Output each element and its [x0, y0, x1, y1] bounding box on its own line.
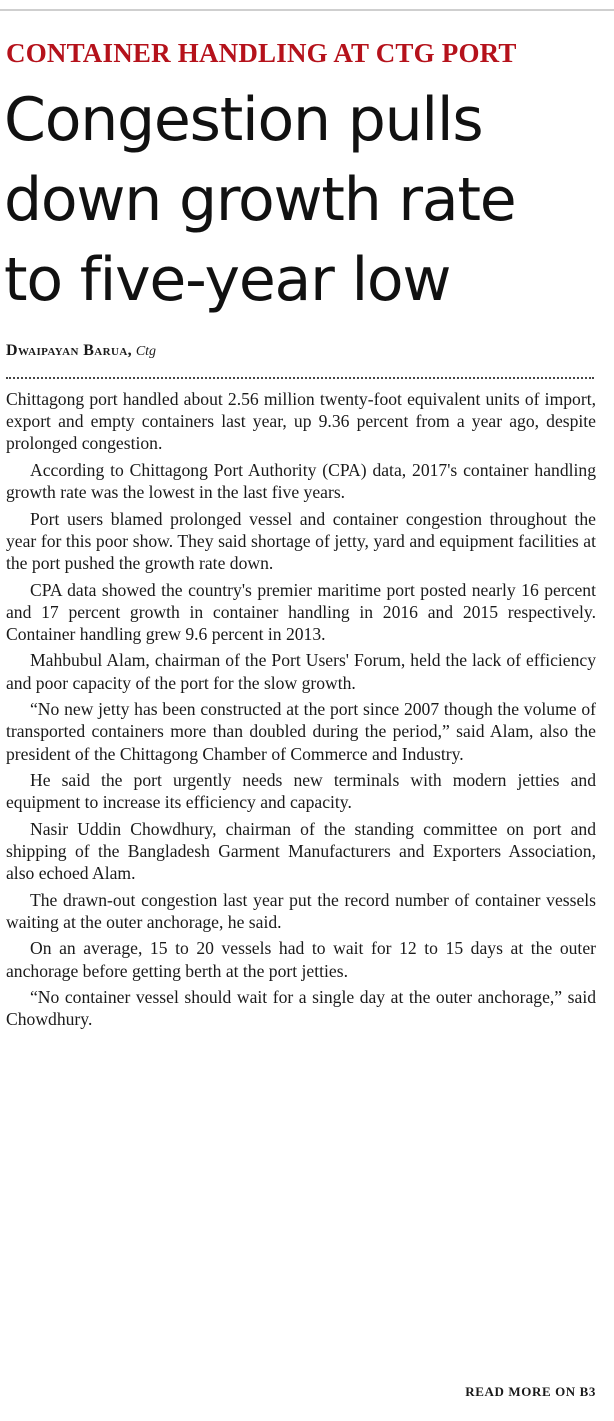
article-paragraph: Nasir Uddin Chowdhury, chairman of the standing committee on port and shipping of the Bangladesh Garment Manufacturers and Exporters Association, also echoed Alam.	[6, 818, 596, 884]
continuation-note: READ MORE ON B3	[465, 1384, 596, 1399]
article-paragraph: He said the port urgently needs new terminals with modern jetties and equipment to increase its efficiency and capacity.	[6, 770, 596, 813]
article-kicker: CONTAINER HANDLING AT CTG PORT	[6, 38, 517, 68]
top-rule	[0, 9, 614, 11]
byline-author: Dwaipayan Barua,	[6, 342, 133, 359]
article-paragraph: The drawn-out congestion last year put the record number of container vessels waiting at the outer anchorage, he said.	[6, 889, 596, 932]
article-paragraph: According to Chittagong Port Authority (CPA) data, 2017's container handling growth rate was the lowest in the last five years.	[6, 459, 596, 503]
dotted-divider	[6, 377, 594, 379]
byline	[6, 342, 156, 361]
headline-line: Congestion pulls	[4, 85, 483, 155]
article-body	[6, 388, 596, 1035]
article-paragraph: CPA data showed the country's premier maritime port posted nearly 16 percent and 17 percent growth in container handling in 2016 and 2015 respectively. Container handling grew 9.6 percent in 2013.	[6, 579, 596, 644]
byline-location: Ctg	[135, 344, 157, 359]
article-paragraph: Chittagong port handled about 2.56 million twenty-foot equivalent units of import, export and empty containers last year, up 9.36 percent from a year ago, despite prolonged congestion.	[6, 389, 596, 454]
headline-line: down growth rate	[4, 165, 516, 235]
article-paragraph: Mahbubul Alam, chairman of the Port Users' Forum, held the lack of efficiency and poor capacity of the port for the slow growth.	[6, 650, 596, 693]
article-paragraph: Port users blamed prolonged vessel and container congestion throughout the year for this poor show. They said shortage of jetty, yard and equipment facilities at the port pushed the growth rate down.	[6, 508, 596, 574]
article-paragraph: On an average, 15 to 20 vessels had to wait for 12 to 15 days at the outer anchorage before getting berth at the port jetties.	[6, 938, 596, 981]
article-paragraph: “No container vessel should wait for a single day at the outer anchorage,” said Chowdhury.	[6, 987, 596, 1030]
article-paragraph: “No new jetty has been constructed at the port since 2007 though the volume of transported containers more than doubled during the period,” said Alam, also the president of the Chittagong Chamber of Commerce and Industry.	[6, 699, 596, 764]
article-headline	[4, 80, 608, 320]
headline-line: to five-year low	[4, 245, 451, 315]
